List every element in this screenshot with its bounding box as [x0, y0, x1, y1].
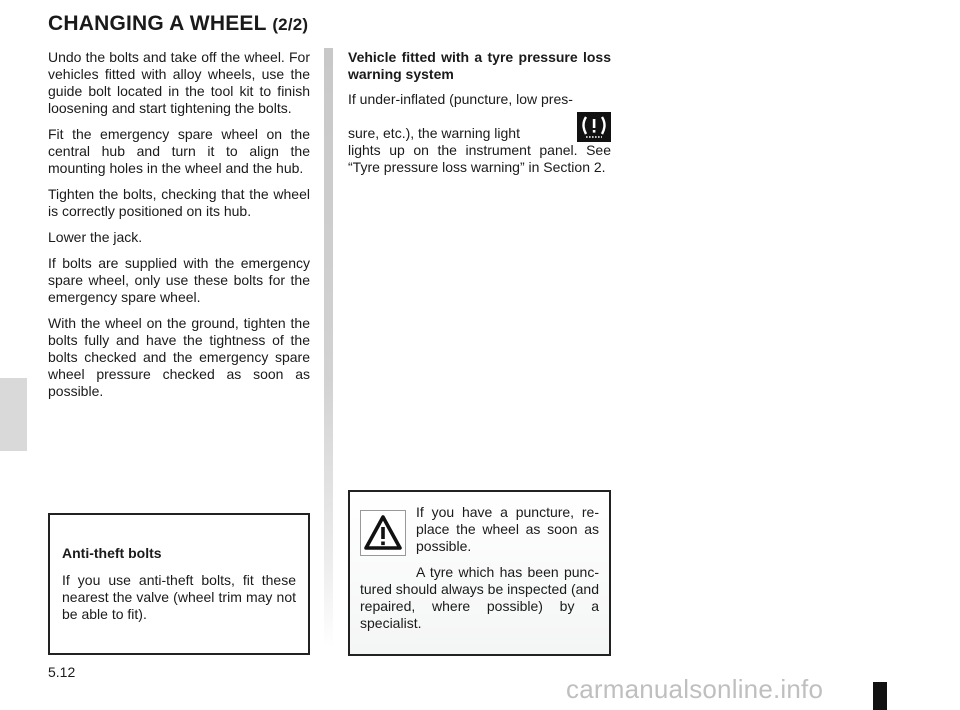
page-title-suffix: (2/2) — [272, 15, 309, 34]
tyre-pressure-line2-row — [348, 112, 611, 142]
warning-box — [348, 490, 611, 656]
warning-text-1: If you have a puncture, re-place the wheel as soon as possible. — [416, 504, 599, 554]
tyre-pressure-heading: Vehicle fitted with a tyre pressure loss warning system — [348, 49, 611, 82]
paragraph: Tighten the bolts, checking that the wheel is correctly positioned on its hub. — [48, 186, 310, 219]
tyre-pressure-warning-icon — [577, 112, 611, 142]
paragraph: Undo the bolts and take off the wheel. For vehicles fitted with alloy wheels, use the guide bolt located in the tool kit to finish loosening and start tightening the bolts. — [48, 49, 310, 116]
page-number: 5.12 — [48, 664, 76, 680]
paragraph: If bolts are supplied with the emergency spare wheel, only use these bolts for the emergency spare wheel. — [48, 255, 310, 305]
warning-row — [360, 504, 599, 556]
page-title-text: CHANGING A WHEEL — [48, 12, 267, 35]
left-column — [48, 49, 310, 409]
paragraph: With the wheel on the ground, tighten the bolts fully and have the tightness of the bolts checked and the emergency spare wheel pressure checked as soon as possible. — [48, 315, 310, 399]
anti-theft-heading: Anti-theft bolts — [62, 545, 162, 561]
column-divider — [324, 48, 333, 648]
page-title — [48, 12, 308, 36]
watermark: carmanualsonline.info — [566, 674, 824, 704]
tyre-pressure-line3: lights up on the instrument panel. See “Tyre pressure loss warning” in Section 2. — [348, 142, 611, 175]
anti-theft-box — [48, 513, 310, 655]
section-tab — [0, 378, 27, 451]
paragraph: Lower the jack. — [48, 229, 143, 245]
warning-text-2: A tyre which has been punc-tured should always be inspected (and repaired, where possible) by a specialist. — [360, 564, 599, 631]
paragraph: Fit the emergency spare wheel on the central hub and turn it to align the mounting holes in the wheel and the hub. — [48, 126, 310, 176]
tyre-pressure-line1: If under-inflated (puncture, low pres- — [348, 91, 573, 107]
anti-theft-text: If you use anti-theft bolts, fit these nearest the valve (wheel trim may not be able to fit). — [62, 572, 296, 622]
warning-triangle-icon — [360, 510, 406, 556]
right-column — [348, 49, 611, 176]
tyre-pressure-line2: sure, etc.), the warning light — [348, 125, 520, 141]
corner-mark — [873, 682, 887, 710]
